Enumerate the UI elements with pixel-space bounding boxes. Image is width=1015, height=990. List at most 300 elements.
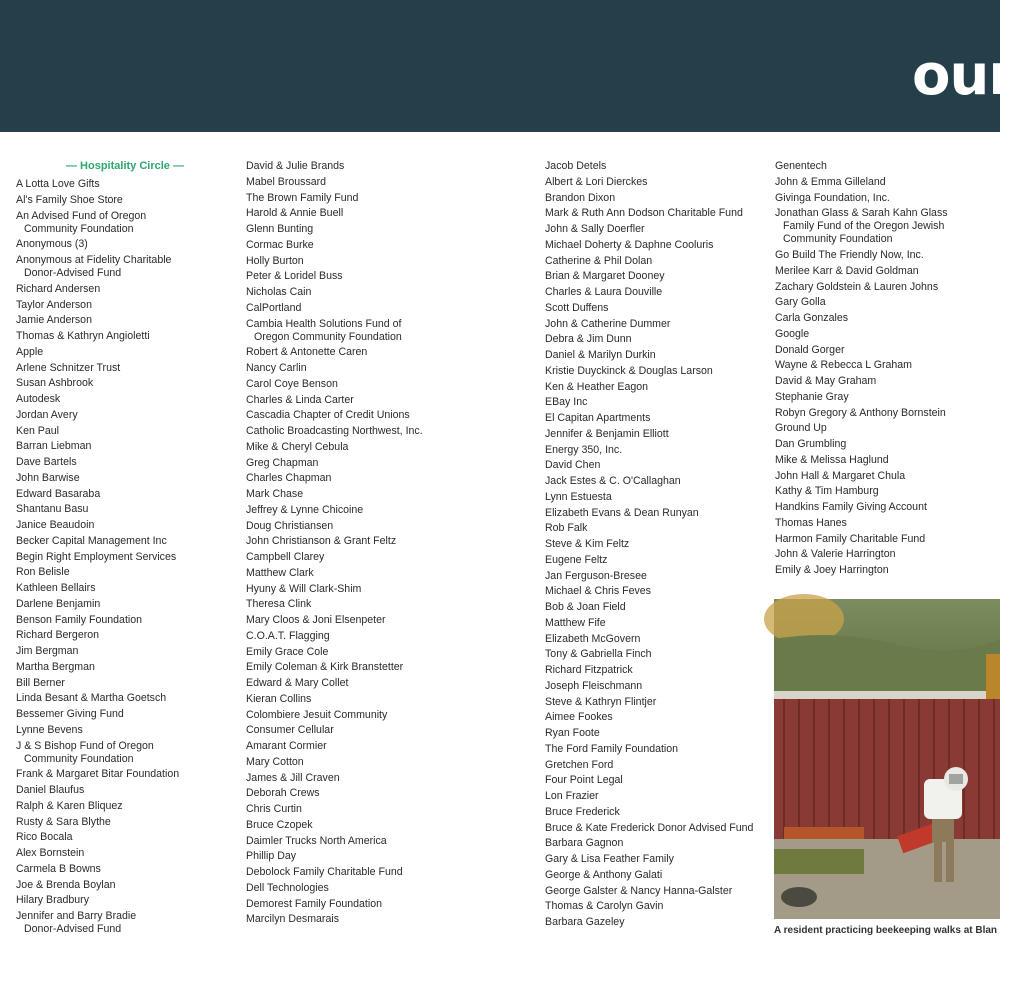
donor-name [545, 396, 765, 409]
donor-name-line: Jamie Anderson [16, 314, 92, 327]
donor-name [16, 661, 236, 674]
donor-name-line: John & Sally Doerfler [545, 223, 645, 235]
donor-name [16, 440, 236, 453]
donor-name-line: Aimee Fookes [545, 711, 613, 724]
donor-name [545, 885, 765, 898]
donor-name [16, 535, 236, 548]
donor-name-line: Kristie Duyckinck & Douglas Larson [545, 364, 713, 377]
donor-name [545, 696, 765, 709]
donor-name [246, 646, 536, 659]
donor-name-line: Carol Coye Benson [246, 377, 338, 390]
donor-name-line: Bruce & Kate Frederick Donor Advised Fund [545, 821, 754, 834]
donor-name [775, 470, 1000, 483]
donor-name [545, 207, 765, 220]
donor-name [545, 192, 765, 205]
donor-name-line: Bessemer Giving Fund [16, 708, 124, 720]
donor-name [246, 255, 536, 268]
donor-name [16, 724, 236, 737]
donor-name-line: Richard Andersen [16, 282, 101, 295]
donor-name [545, 570, 765, 583]
donor-name-line: David & May Graham [775, 375, 877, 387]
donor-name-line: Emily & Joey Harrington [775, 564, 889, 576]
donor-name-line: Jack Estes & C. O'Callaghan [545, 475, 681, 487]
donor-name-line: Jacob Detels [545, 160, 607, 172]
donor-name [16, 831, 236, 844]
donor-name [246, 724, 536, 737]
donor-name-line: Elizabeth McGovern [545, 632, 641, 645]
donor-name [775, 296, 1000, 309]
donor-name-line: Gretchen Ford [545, 758, 614, 771]
donor-name [775, 281, 1000, 294]
donor-name-line: Linda Besant & Martha Goetsch [16, 692, 167, 705]
donor-name [246, 898, 536, 911]
donor-name [545, 869, 765, 882]
donor-name-line: Marcilyn Desmarais [246, 913, 340, 926]
donor-name [545, 617, 765, 630]
donor-name-line: Hyuny & Will Clark-Shim [246, 582, 362, 595]
donor-name-line: Demorest Family Foundation [246, 897, 383, 910]
donor-name-line: Mark & Ruth Ann Dodson Charitable Fund [545, 207, 743, 220]
donor-name [545, 255, 765, 268]
donor-name-line: Nicholas Cain [246, 286, 312, 298]
donor-name-line: Kathleen Bellairs [16, 582, 96, 594]
donor-name-line: George Galster & Nancy Hanna-Galster [545, 884, 733, 897]
donor-name-line: Catholic Broadcasting Northwest, Inc. [246, 425, 423, 437]
donor-name [545, 412, 765, 425]
donor-name [545, 270, 765, 283]
donor-name [545, 774, 765, 787]
donor-name-line: Bruce Czopek [246, 818, 313, 831]
donor-name-line: Carla Gonzales [775, 312, 849, 324]
donor-name-line: Glenn Bunting [246, 223, 314, 235]
donor-name-line: Robyn Gregory & Anthony Bornstein [775, 406, 946, 419]
donor-name-line: Brian & Margaret Dooney [545, 270, 665, 283]
donor-name-line: Ground Up [775, 422, 827, 435]
donor-name [246, 192, 536, 205]
donor-name [16, 879, 236, 892]
donor-name-line: Energy 350, Inc. [545, 443, 623, 456]
donor-name-line: Janice Beaudoin [16, 519, 95, 531]
donor-name [246, 882, 536, 895]
donor-name-continuation: Family Fund of the Oregon Jewish [783, 220, 945, 233]
donor-name-line: Eugene Feltz [545, 553, 608, 566]
donor-name-line: Charles Chapman [246, 472, 332, 485]
donor-name-line: Ken & Heather Eagon [545, 380, 649, 393]
donor-name-line: Donald Gorger [775, 343, 845, 356]
donor-name-line: CalPortland [246, 301, 302, 314]
donor-name-line: Barbara Gazeley [545, 916, 625, 928]
donor-name-line: Martha Bergman [16, 660, 95, 673]
donor-name-line: John Hall & Margaret Chula [775, 469, 906, 482]
donor-name [246, 677, 536, 690]
section-heading: — Hospitality Circle — [66, 160, 184, 172]
donor-name-line: Steve & Kathryn Flintjer [545, 695, 657, 708]
donor-name [246, 346, 536, 359]
donor-name-line: Jeffrey & Lynne Chicoine [246, 503, 364, 516]
donor-name-line: Holly Burton [246, 254, 304, 267]
donor-name [545, 790, 765, 803]
donor-name-line: Emily Grace Cole [246, 645, 329, 658]
donor-column-1 [16, 160, 236, 939]
donor-name [246, 378, 536, 391]
donor-name-line: Harold & Annie Buell [246, 207, 344, 220]
donor-name-line: Elizabeth Evans & Dean Runyan [545, 506, 699, 519]
donor-name-line: Richard Fitzpatrick [545, 664, 633, 676]
donor-name [16, 283, 236, 296]
donor-name-line: Bruce Frederick [545, 805, 620, 818]
donor-name-line: EBay Inc [545, 396, 588, 409]
donor-name-line: Bill Berner [16, 676, 65, 689]
donor-name-line: A Lotta Love Gifts [16, 178, 100, 190]
donor-name-line: Darlene Benjamin [16, 597, 101, 610]
donor-name [545, 333, 765, 346]
page-title: our [912, 43, 1015, 108]
donor-name [545, 554, 765, 567]
donor-name-line: Nancy Carlin [246, 362, 307, 374]
donor-name [545, 444, 765, 457]
donor-name-line: Susan Ashbrook [16, 377, 94, 390]
donor-name [775, 328, 1000, 341]
donor-name-line: Benson Family Foundation [16, 613, 143, 626]
donor-name-line: Go Build The Friendly Now, Inc. [775, 249, 924, 261]
donor-name-line: Merilee Karr & David Goldman [775, 264, 919, 277]
donor-name-line: Michael Doherty & Daphne Cooluris [545, 238, 714, 251]
donor-name [246, 866, 536, 879]
donor-name-line: Debolock Family Charitable Fund [246, 866, 403, 878]
donor-name-line: Jim Bergman [16, 645, 79, 657]
donor-name [246, 661, 536, 674]
donor-name [16, 488, 236, 501]
donor-name [545, 286, 765, 299]
donor-name [16, 178, 236, 191]
donor-name-continuation: Donor-Advised Fund [24, 267, 122, 279]
donor-name [545, 727, 765, 740]
donor-name-line: Theresa Clink [246, 598, 312, 611]
donor-name [246, 740, 536, 753]
donor-name-line: Harmon Family Charitable Fund [775, 532, 926, 545]
donor-name-line: Genentech [775, 160, 827, 172]
donor-name [775, 391, 1000, 404]
donor-name-line: Colombiere Jesuit Community [246, 708, 388, 721]
donor-name-line: Thomas Hanes [775, 516, 847, 529]
donor-name-line: Robert & Antonette Caren [246, 346, 368, 359]
donor-name-line: Zachary Goldstein & Lauren Johns [775, 280, 939, 293]
donor-name-line: David Chen [545, 459, 601, 472]
donor-name [545, 522, 765, 535]
donor-name [246, 598, 536, 611]
donor-name-line: Gary Golla [775, 296, 826, 309]
donor-name [775, 485, 1000, 498]
donor-name [545, 633, 765, 646]
donor-name-line: Gary & Lisa Feather Family [545, 853, 674, 865]
donor-name [246, 318, 536, 344]
donor-name-line: Jan Ferguson-Bresee [545, 569, 647, 582]
donor-name-line: Rusty & Sara Blythe [16, 815, 111, 828]
donor-name-line: Shantanu Basu [16, 503, 89, 516]
donor-name-line: John Christianson & Grant Feltz [246, 535, 397, 548]
donor-name [775, 344, 1000, 357]
donor-name-line: Jennifer and Barry Bradie [16, 910, 137, 922]
donor-name [246, 472, 536, 485]
donor-name [246, 819, 536, 832]
donor-name [775, 265, 1000, 278]
donor-name [246, 286, 536, 299]
donor-name [775, 438, 1000, 451]
donor-name-continuation: Community Foundation [783, 233, 893, 246]
donor-name-continuation: Community Foundation [24, 222, 134, 235]
donor-name-line: Consumer Cellular [246, 724, 334, 737]
donor-name [545, 381, 765, 394]
donor-name [246, 239, 536, 252]
donor-name-line: Lynn Estuesta [545, 490, 612, 503]
donor-name [246, 504, 536, 517]
donor-name-line: Ron Belisle [16, 566, 70, 579]
donor-name [545, 538, 765, 551]
donor-name-line: Phillip Day [246, 850, 297, 863]
donor-name [545, 160, 765, 173]
donor-name-line: Deborah Crews [246, 787, 320, 800]
donor-name-line: Steve & Kim Feltz [545, 538, 630, 550]
donor-name [246, 756, 536, 769]
donor-name-line: Mary Cotton [246, 755, 304, 768]
donor-name [16, 800, 236, 813]
donor-name-line: Anonymous at Fidelity Charitable [16, 254, 172, 266]
donor-name [545, 459, 765, 472]
donor-name-line: Catherine & Phil Dolan [545, 254, 653, 267]
donor-name [775, 517, 1000, 530]
donor-name [775, 160, 1000, 173]
donor-name-line: Scott Duffens [545, 301, 609, 314]
donor-name-line: Apple [16, 345, 44, 358]
donor-name-line: James & Jill Craven [246, 771, 340, 784]
donor-name [16, 238, 236, 251]
donor-name [775, 312, 1000, 325]
donor-name [16, 409, 236, 422]
donor-name [16, 614, 236, 627]
donor-name-line: Arlene Schnitzer Trust [16, 361, 121, 374]
donor-name-line: Daniel & Marilyn Durkin [545, 349, 656, 361]
donor-name [16, 314, 236, 327]
donor-name [545, 711, 765, 724]
donor-name [246, 630, 536, 643]
donor-name [246, 176, 536, 189]
donor-name [16, 629, 236, 642]
donor-name-line: Wayne & Rebecca L Graham [775, 359, 912, 372]
donor-name-line: Albert & Lori Dierckes [545, 175, 648, 188]
beekeeper-photo [774, 599, 1000, 919]
donor-name [545, 349, 765, 362]
donor-name [246, 394, 536, 407]
donor-name-line: Cormac Burke [246, 238, 314, 251]
donor-name [775, 548, 1000, 561]
donor-name-line: J & S Bishop Fund of Oregon [16, 739, 154, 752]
donor-name-line: Richard Bergeron [16, 629, 100, 642]
donor-name [545, 239, 765, 252]
donor-name [16, 582, 236, 595]
donor-name-line: The Ford Family Foundation [545, 742, 679, 755]
donor-name [246, 409, 536, 422]
donor-name-line: An Advised Fund of Oregon [16, 209, 147, 222]
donor-name-line: Cascadia Chapter of Credit Unions [246, 409, 410, 422]
donor-name [246, 787, 536, 800]
donor-name-line: Frank & Margaret Bitar Foundation [16, 768, 180, 781]
donor-name [545, 318, 765, 331]
donor-name-line: Anonymous (3) [16, 238, 88, 251]
donor-name-line: George & Anthony Galati [545, 868, 663, 881]
donor-name-line: Dave Bartels [16, 456, 77, 468]
donor-name [545, 900, 765, 913]
donor-column-3 [545, 160, 765, 932]
donor-name-line: Taylor Anderson [16, 298, 92, 311]
donor-name-line: Carmela B Bowns [16, 862, 101, 875]
donor-name [545, 475, 765, 488]
donor-name-line: Chris Curtin [246, 803, 302, 815]
donor-column-2 [246, 160, 536, 929]
donor-name-line: Rob Falk [545, 522, 588, 535]
donor-name-line: Barran Liebman [16, 440, 92, 453]
donor-name-line: Dell Technologies [246, 881, 329, 894]
donor-name-line: Google [775, 327, 810, 340]
donor-name [246, 425, 536, 438]
donor-name [246, 223, 536, 236]
donor-name [545, 853, 765, 866]
donor-name [545, 837, 765, 850]
donor-name [16, 551, 236, 564]
donor-name-line: Rico Bocala [16, 831, 73, 844]
donor-name-line: David & Julie Brands [246, 160, 345, 172]
donor-name-line: Doug Christiansen [246, 519, 334, 532]
donor-name [16, 519, 236, 532]
donor-name [775, 176, 1000, 189]
donor-name-line: Campbell Clarey [246, 551, 325, 563]
donor-name [545, 507, 765, 520]
donor-name [246, 160, 536, 173]
donor-name [16, 784, 236, 797]
donor-name [16, 254, 236, 280]
donor-name-line: Thomas & Carolyn Gavin [545, 900, 664, 913]
donor-name-line: Stephanie Gray [775, 390, 849, 403]
donor-name-line: Jennifer & Benjamin Elliott [545, 427, 669, 440]
donor-name [545, 585, 765, 598]
donor-name [775, 375, 1000, 388]
donor-name-line: Lon Frazier [545, 790, 599, 802]
donor-name [16, 910, 236, 936]
donor-name [545, 302, 765, 315]
donor-name [16, 708, 236, 721]
donor-name [246, 270, 536, 283]
donor-name [246, 520, 536, 533]
donor-name-line: Handkins Family Giving Account [775, 501, 927, 513]
donor-name-line: Dan Grumbling [775, 438, 847, 450]
donor-name-line: Daimler Trucks North America [246, 834, 387, 847]
donor-name [775, 192, 1000, 205]
donor-name [246, 441, 536, 454]
donor-name [16, 503, 236, 516]
donor-name [16, 210, 236, 236]
donor-column-4 [775, 160, 1000, 580]
donor-name-line: Daniel Blaufus [16, 784, 85, 796]
donor-name [246, 457, 536, 470]
donor-name-line: Joe & Brenda Boylan [16, 878, 116, 891]
donor-name [545, 680, 765, 693]
donor-name-line: Four Point Legal [545, 774, 623, 787]
donor-name [16, 194, 236, 207]
donor-name [16, 677, 236, 690]
donor-name [775, 454, 1000, 467]
donor-name [16, 768, 236, 781]
donor-name-line: Kieran Collins [246, 692, 312, 705]
donor-name-line: Hilary Bradbury [16, 894, 90, 907]
donor-name [545, 223, 765, 236]
donor-name [16, 362, 236, 375]
donor-name [775, 533, 1000, 546]
donor-name [545, 365, 765, 378]
donor-name-line: Mike & Cheryl Cebula [246, 440, 349, 453]
donor-name [16, 425, 236, 438]
donor-name-line: Charles & Linda Carter [246, 393, 354, 406]
donor-name-line: John Barwise [16, 471, 80, 484]
donor-name [246, 207, 536, 220]
donor-name-line: Mary Cloos & Joni Elsenpeter [246, 614, 386, 626]
donor-name-line: Jonathan Glass & Sarah Kahn Glass [775, 207, 948, 220]
donor-name [246, 567, 536, 580]
donor-name [16, 816, 236, 829]
donor-name-line: Thomas & Kathryn Angioletti [16, 330, 150, 342]
donor-name-line: El Capitan Apartments [545, 412, 651, 424]
donor-name-line: Tony & Gabriella Finch [545, 648, 652, 661]
donor-name [16, 847, 236, 860]
donor-name-line: Barbara Gagnon [545, 837, 624, 850]
donor-name [246, 913, 536, 926]
donor-name [16, 299, 236, 312]
donor-name-line: Givinga Foundation, Inc. [775, 191, 890, 204]
donor-name [246, 850, 536, 863]
donor-name-line: Greg Chapman [246, 456, 319, 469]
donor-name [246, 302, 536, 315]
donor-name-line: Amarant Cormier [246, 740, 327, 752]
donor-name [246, 583, 536, 596]
donor-name-line: Matthew Clark [246, 566, 314, 579]
donor-name [16, 598, 236, 611]
donor-name-line: Mabel Broussard [246, 175, 327, 188]
donor-name-line: Autodesk [16, 393, 61, 405]
donor-name-continuation: Donor-Advised Fund [24, 923, 122, 935]
donor-name [16, 894, 236, 907]
donor-name [775, 564, 1000, 577]
donor-name [16, 692, 236, 705]
donor-name [246, 772, 536, 785]
donor-name-line: Lynne Bevens [16, 723, 83, 736]
donor-name-continuation: Oregon Community Foundation [254, 330, 402, 343]
donor-name [246, 835, 536, 848]
donor-name-line: Matthew Fife [545, 616, 606, 629]
donor-name [775, 207, 1000, 246]
donor-name-line: Emily Coleman & Kirk Branstetter [246, 661, 404, 674]
donor-name-line: Alex Bornstein [16, 847, 85, 859]
donor-name [545, 806, 765, 819]
donor-name [246, 693, 536, 706]
donor-name [545, 491, 765, 504]
donor-name [246, 803, 536, 816]
donor-name [246, 551, 536, 564]
donor-name-line: Al's Family Shoe Store [16, 193, 123, 206]
donor-name [545, 916, 765, 929]
donor-name [775, 501, 1000, 514]
donor-name [16, 330, 236, 343]
donor-name [246, 614, 536, 627]
photo-caption: A resident practicing beekeeping walks at Blan [774, 925, 998, 936]
donor-name-line: John & Emma Gilleland [775, 175, 886, 188]
